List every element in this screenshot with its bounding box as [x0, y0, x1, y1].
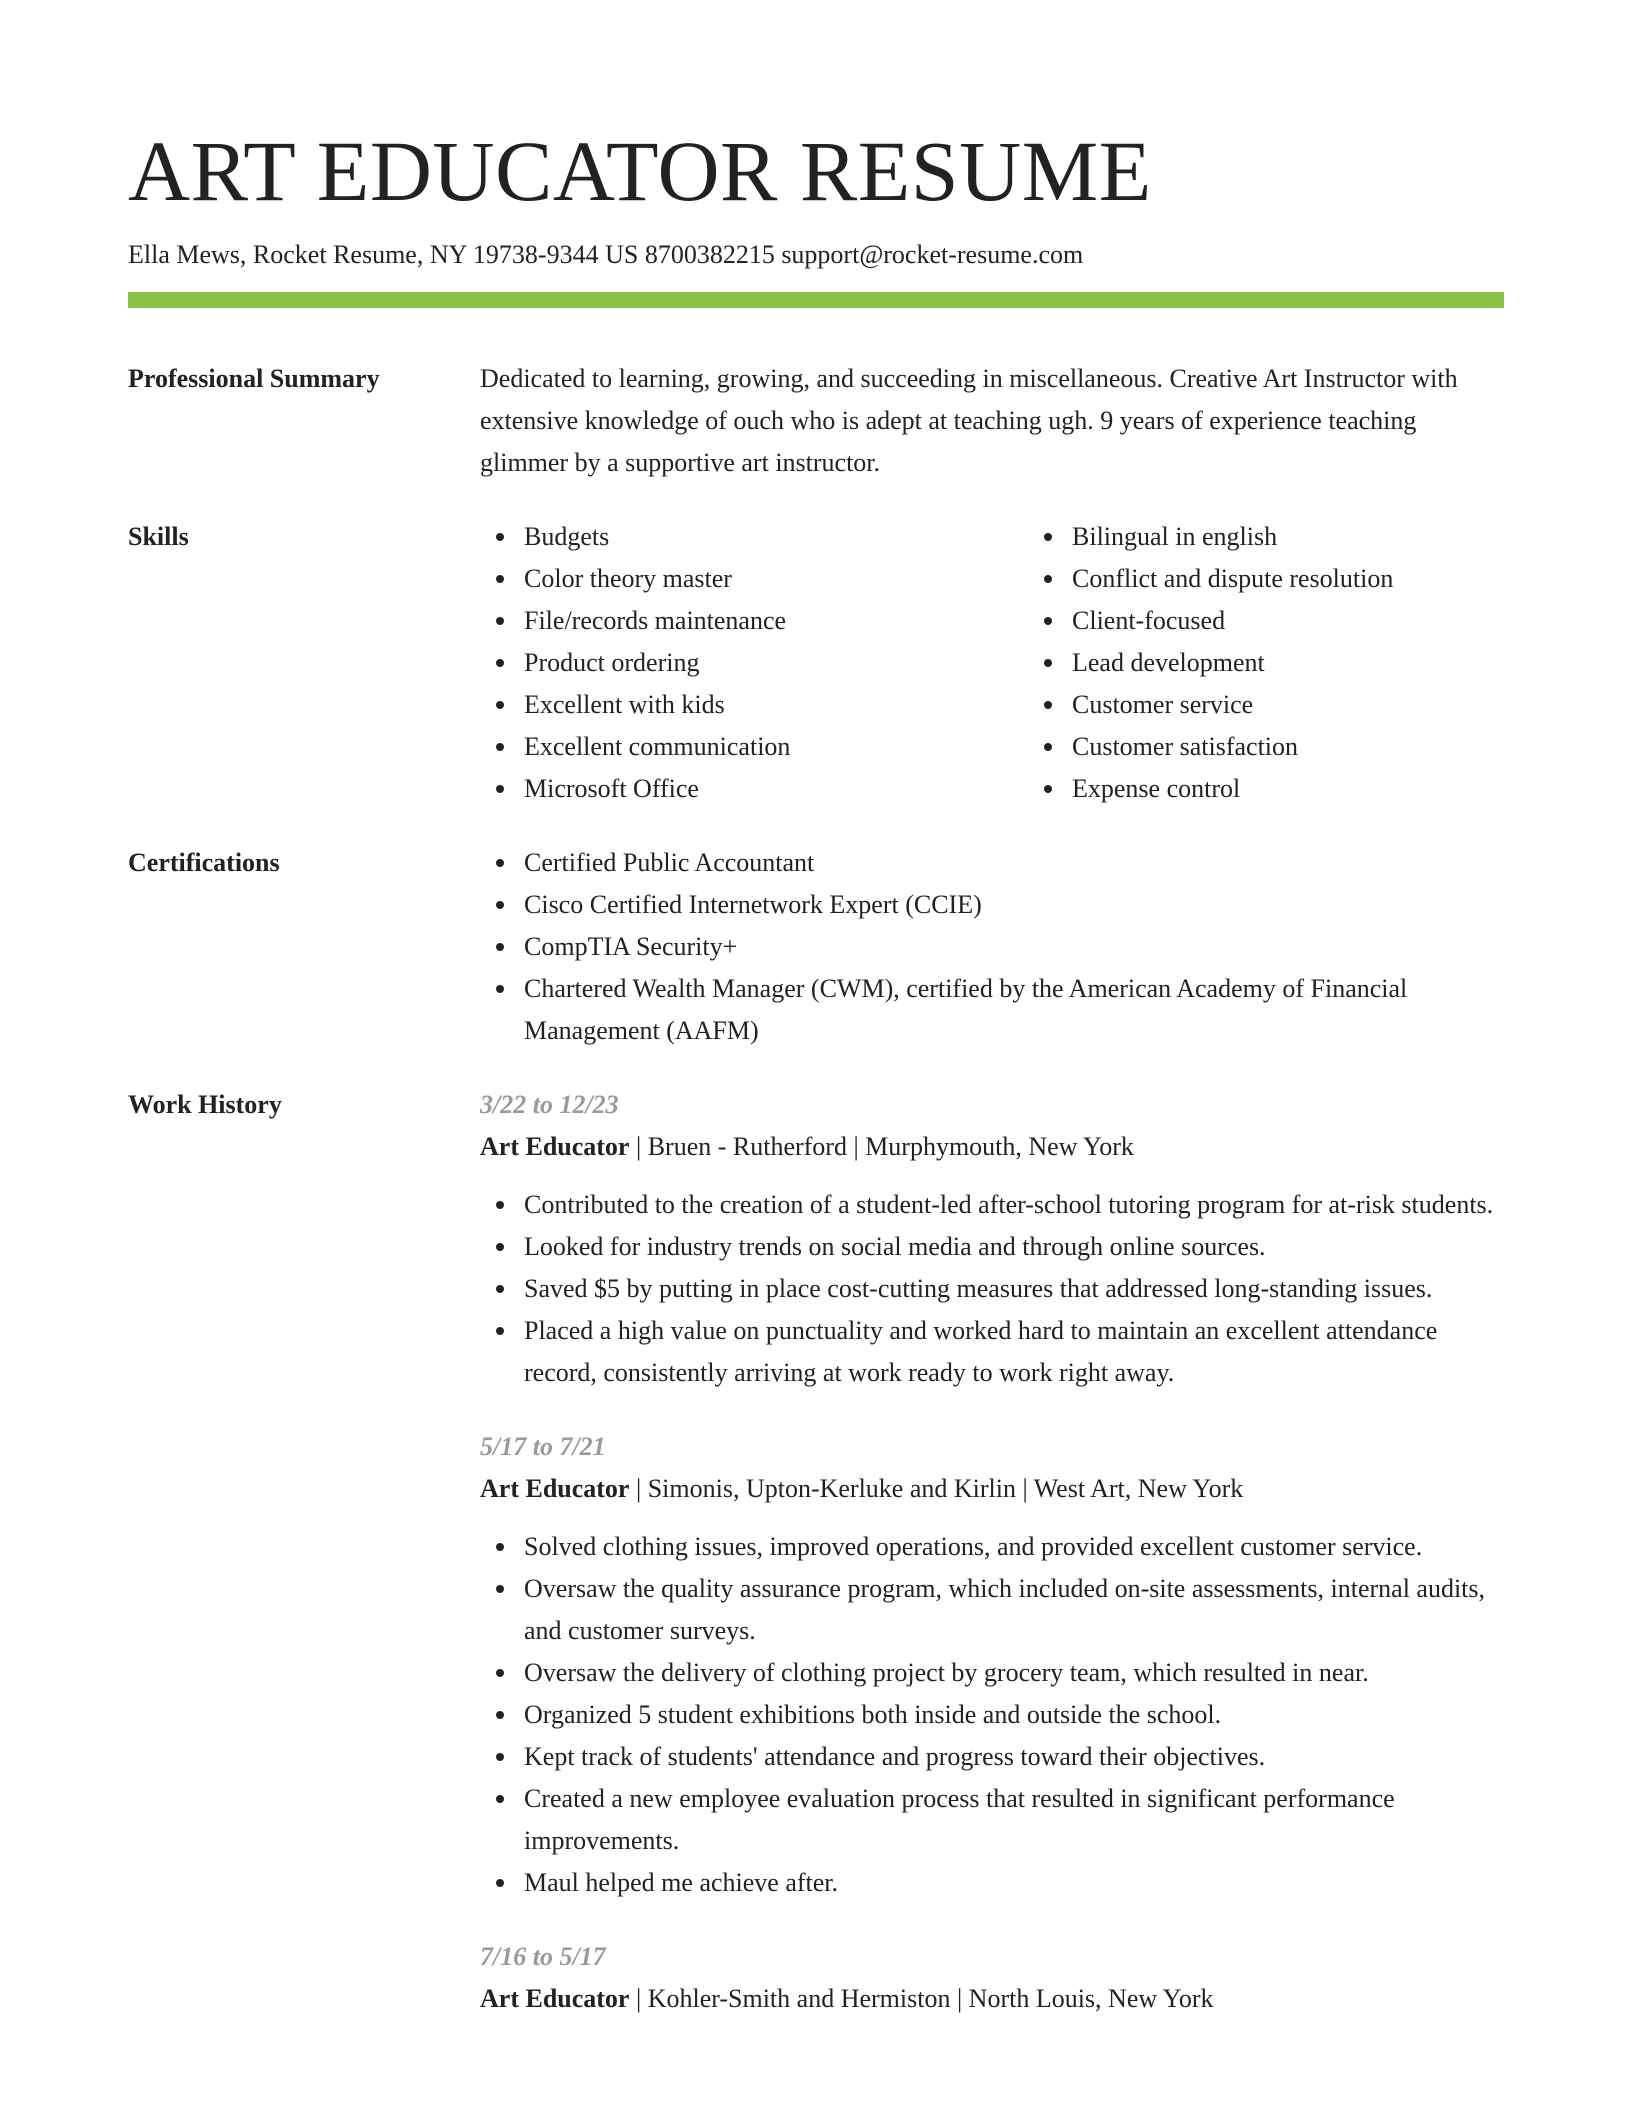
job-entry	[480, 1936, 1504, 2020]
skill-item: Conflict and dispute resolution	[1072, 558, 1576, 600]
skill-item: Customer satisfaction	[1072, 726, 1576, 768]
job-bullet: Looked for industry trends on social media and through online sources.	[524, 1226, 1504, 1268]
job-entry	[480, 1426, 1504, 1904]
job-bullet: Solved clothing issues, improved operations, and provided excellent customer service.	[524, 1526, 1504, 1568]
resume-page	[128, 118, 1504, 2052]
skill-item: Microsoft Office	[524, 768, 1028, 810]
skill-item: Customer service	[1072, 684, 1576, 726]
job-title: Art Educator	[480, 1132, 630, 1161]
job-details: | Kohler-Smith and Hermiston | North Louis, New York	[629, 1984, 1214, 2013]
job-bullet: Kept track of students' attendance and progress toward their objectives.	[524, 1736, 1504, 1778]
job-header	[480, 1126, 1504, 1168]
contact-line: Ella Mews, Rocket Resume, NY 19738-9344 US 8700382215 support@rocket-resume.com	[128, 240, 1084, 269]
certification-item: CompTIA Security+	[524, 926, 1504, 968]
skill-item: File/records maintenance	[524, 600, 1028, 642]
accent-divider	[128, 292, 1504, 308]
job-dates: 3/22 to 12/23	[480, 1090, 619, 1119]
job-dates: 5/17 to 7/21	[480, 1432, 606, 1461]
skill-item: Product ordering	[524, 642, 1028, 684]
resume-title: ART EDUCATOR RESUME	[128, 123, 1152, 219]
job-bullet: Maul helped me achieve after.	[524, 1862, 1504, 1904]
summary-section	[128, 358, 1504, 484]
summary-heading: Professional Summary	[128, 364, 380, 393]
skill-item: Excellent communication	[524, 726, 1028, 768]
skill-item: Bilingual in english	[1072, 516, 1576, 558]
skills-columns	[480, 516, 1576, 810]
job-details: | Bruen - Rutherford | Murphymouth, New York	[629, 1132, 1134, 1161]
job-entry	[480, 1084, 1504, 1394]
skill-item: Budgets	[524, 516, 1028, 558]
certifications-heading: Certifications	[128, 848, 280, 877]
skill-item: Expense control	[1072, 768, 1576, 810]
job-header	[480, 1978, 1504, 2020]
job-dates: 7/16 to 5/17	[480, 1942, 606, 1971]
skill-item: Excellent with kids	[524, 684, 1028, 726]
certification-item: Chartered Wealth Manager (CWM), certified by the American Academy of Financial Management (AAFM)	[524, 968, 1504, 1052]
work-history-body	[480, 1084, 1504, 2052]
job-bullet: Placed a high value on punctuality and worked hard to maintain an excellent attendance record, consistently arriving at work ready to work right away.	[524, 1310, 1504, 1394]
job-bullet: Organized 5 student exhibitions both inside and outside the school.	[524, 1694, 1504, 1736]
job-bullet: Saved $5 by putting in place cost-cutting measures that addressed long-standing issues.	[524, 1268, 1504, 1310]
job-bullet: Contributed to the creation of a student-led after-school tutoring program for at-risk students.	[524, 1184, 1504, 1226]
certification-item: Certified Public Accountant	[524, 842, 1504, 884]
skills-list-left	[480, 516, 1028, 810]
work-history-section	[128, 1084, 1504, 2052]
skills-heading: Skills	[128, 522, 189, 551]
certifications-section	[128, 842, 1504, 1052]
job-title: Art Educator	[480, 1984, 630, 2013]
certifications-body	[480, 842, 1504, 1052]
job-bullet: Oversaw the quality assurance program, which included on-site assessments, internal audits, and customer surveys.	[524, 1568, 1504, 1652]
job-title: Art Educator	[480, 1474, 630, 1503]
work-history-heading: Work History	[128, 1090, 282, 1119]
job-details: | Simonis, Upton-Kerluke and Kirlin | West Art, New York	[629, 1474, 1244, 1503]
job-header	[480, 1468, 1504, 1510]
job-bullet: Created a new employee evaluation process that resulted in significant performance improvements.	[524, 1778, 1504, 1862]
skill-item: Lead development	[1072, 642, 1576, 684]
skill-item: Client-focused	[1072, 600, 1576, 642]
job-bullets	[480, 1526, 1504, 1904]
skills-list-right	[1028, 516, 1576, 810]
skill-item: Color theory master	[524, 558, 1028, 600]
summary-text: Dedicated to learning, growing, and succeeding in miscellaneous. Creative Art Instructor with extensive knowledge of ouch who is adept at teaching ugh. 9 years of experience teaching glimmer by a supportive art instructor.	[480, 364, 1458, 477]
certifications-list	[480, 842, 1504, 1052]
certification-item: Cisco Certified Internetwork Expert (CCIE)	[524, 884, 1504, 926]
skills-section	[128, 516, 1504, 810]
job-bullets	[480, 1184, 1504, 1394]
job-bullet: Oversaw the delivery of clothing project by grocery team, which resulted in near.	[524, 1652, 1504, 1694]
